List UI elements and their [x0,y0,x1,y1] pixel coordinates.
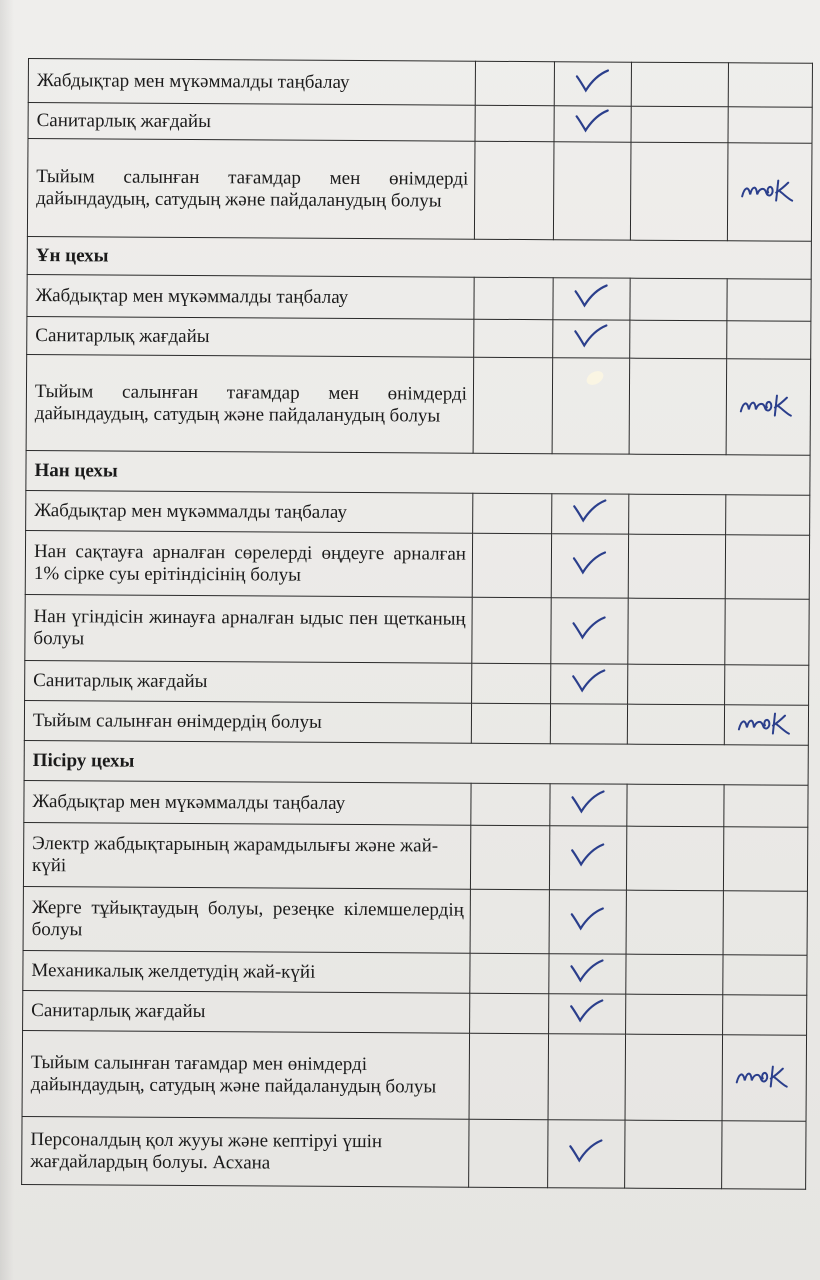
empty-cell [470,825,549,889]
section-title: Ұн цехы [27,236,811,279]
empty-cell [626,994,723,1035]
criterion-cell: Санитарлық жағдайы [25,660,472,703]
checkmark-icon [572,323,610,349]
empty-cell [474,319,553,357]
criterion-cell: Жабдықтар мен мүкәммалды таңбалау [26,490,473,533]
checkmark-icon [568,998,606,1024]
check-cell [553,320,630,358]
table-row [26,354,811,455]
table-row [25,530,809,599]
criterion-cell: Жабдықтар мен мүкәммалды таңбалау [27,274,474,319]
criterion-cell: Жабдықтар мен мүкәммалды таңбалау [24,780,471,825]
check-cell [554,106,631,142]
note-cell [722,1035,807,1122]
handwritten-note-signature [732,1060,796,1090]
table-row [23,822,807,891]
empty-cell [471,783,550,825]
table-row [23,950,807,995]
empty-cell [469,1119,548,1187]
table-row [23,990,807,1035]
criterion-cell: Тыйым салынған тағамдар мен өнімдерді дайындаудың, сатудың және пайдаланудың болуы [26,354,474,453]
empty-cell [631,62,728,107]
empty-cell [627,784,724,827]
empty-cell [472,597,551,663]
table-row [22,1030,807,1121]
checkmark-icon [572,283,610,309]
empty-cell [550,704,627,744]
table-row [25,660,809,705]
criterion-cell: Жерге тұйықтаудың болуы, резеңке кілемшелердің болуы [23,886,470,953]
empty-cell [629,494,726,535]
checkmark-icon [569,842,607,868]
handwritten-note-signature [734,707,798,737]
checkmark-icon [574,68,612,94]
empty-cell [627,704,724,745]
criterion-cell: Санитарлық жағдайы [28,103,475,142]
checkmark-icon [571,498,609,524]
empty-cell [630,320,727,359]
check-cell [549,890,626,954]
table-row [25,594,809,665]
empty-cell [631,106,728,143]
empty-cell [625,1034,723,1121]
empty-cell [626,890,723,955]
section-row [27,236,811,279]
section-row [26,450,810,495]
table-row [23,886,807,955]
empty-cell [630,142,728,241]
empty-cell [628,598,725,665]
check-cell [548,1120,625,1188]
check-cell [551,664,628,704]
empty-cell [472,533,551,597]
check-cell [549,994,626,1034]
check-cell [551,598,628,664]
checkmark-icon [574,108,612,134]
check-cell [554,62,631,106]
empty-cell [469,1033,549,1119]
empty-cell [727,321,811,360]
checkmark-icon [569,906,607,932]
criterion-cell: Санитарлық жағдайы [23,990,470,1033]
empty-cell [723,827,807,892]
empty-cell [553,142,631,240]
table-row [22,1116,806,1189]
empty-cell [728,63,812,108]
check-cell [549,954,626,994]
table-row [28,59,812,108]
empty-cell [626,826,723,891]
empty-cell [473,357,553,453]
empty-cell [474,141,554,239]
empty-cell [726,495,810,536]
empty-cell [475,105,554,141]
check-cell [550,784,627,826]
check-cell [553,278,630,320]
empty-cell [723,891,807,956]
criterion-cell: Тыйым салынған өнімдердің болуы [24,700,471,743]
empty-cell [629,358,727,455]
checkmark-icon [569,789,607,815]
criterion-cell: Нан сақтауға арналған сөрелерді өңдеуге арналған 1% сірке суы ерітіндісінің болуы [25,530,472,597]
empty-cell [723,995,807,1036]
table-row [26,490,810,535]
checkmark-icon [570,615,608,641]
note-cell [726,359,811,456]
criterion-cell: Электр жабдықтарының жарамдылығы және жай-күйі [23,822,470,889]
empty-cell [471,703,550,743]
empty-cell [725,535,809,600]
empty-cell [470,953,549,993]
empty-cell [472,663,551,703]
note-cell [727,143,812,242]
empty-cell [630,278,727,321]
empty-cell [727,279,811,322]
checkmark-icon [571,550,609,576]
empty-cell [725,599,809,666]
handwritten-note-signature [738,174,802,204]
empty-cell [470,993,549,1033]
page-edge-shadow [0,0,14,1280]
criterion-cell: Тыйым салынған тағамдар мен өнімдерді дайындаудың, сатудың және пайдаланудың болуы [27,139,475,240]
checkmark-icon [570,668,608,694]
section-title: Нан цехы [26,450,810,495]
empty-cell [470,889,549,953]
table-row [27,139,812,242]
empty-cell [625,1120,722,1189]
inspection-checklist-table [21,58,813,1190]
empty-cell [628,664,725,705]
table-row [27,274,811,321]
handwritten-note-signature [736,389,800,419]
empty-cell [728,107,812,144]
empty-cell [628,534,725,599]
criterion-cell: Механикалық желдетудің жай-күйі [23,950,470,993]
section-row [24,740,808,785]
empty-cell [474,277,553,319]
empty-cell [724,785,808,828]
empty-cell [722,1121,806,1190]
empty-cell [475,61,554,105]
checkmark-icon [568,958,606,984]
empty-cell [725,665,809,706]
table-row [27,316,811,359]
empty-cell [548,1034,626,1120]
empty-cell [723,955,807,996]
criterion-cell: Тыйым салынған тағамдар мен өнімдерді дайындаудың, сатудың және пайдаланудың болуы [22,1030,470,1119]
note-cell [724,705,808,746]
checkmark-icon [567,1138,605,1164]
empty-cell [473,493,552,533]
criterion-cell: Нан үгіндісін жинауға арналған ыдыс пен щетканың болуы [25,594,472,663]
criterion-cell: Санитарлық жағдайы [27,316,474,357]
check-cell [551,534,628,598]
section-title: Пісіру цехы [24,740,808,785]
check-cell [549,826,626,890]
criterion-cell: Персоналдың қол жууы және кептіруі үшін жағдайлардың болуы. Асхана [22,1116,469,1187]
check-cell [552,494,629,534]
table-row [24,700,808,745]
table-row [24,780,808,827]
table-row [28,103,812,144]
empty-cell [626,954,723,995]
criterion-cell: Жабдықтар мен мүкәммалды таңбалау [28,59,475,106]
